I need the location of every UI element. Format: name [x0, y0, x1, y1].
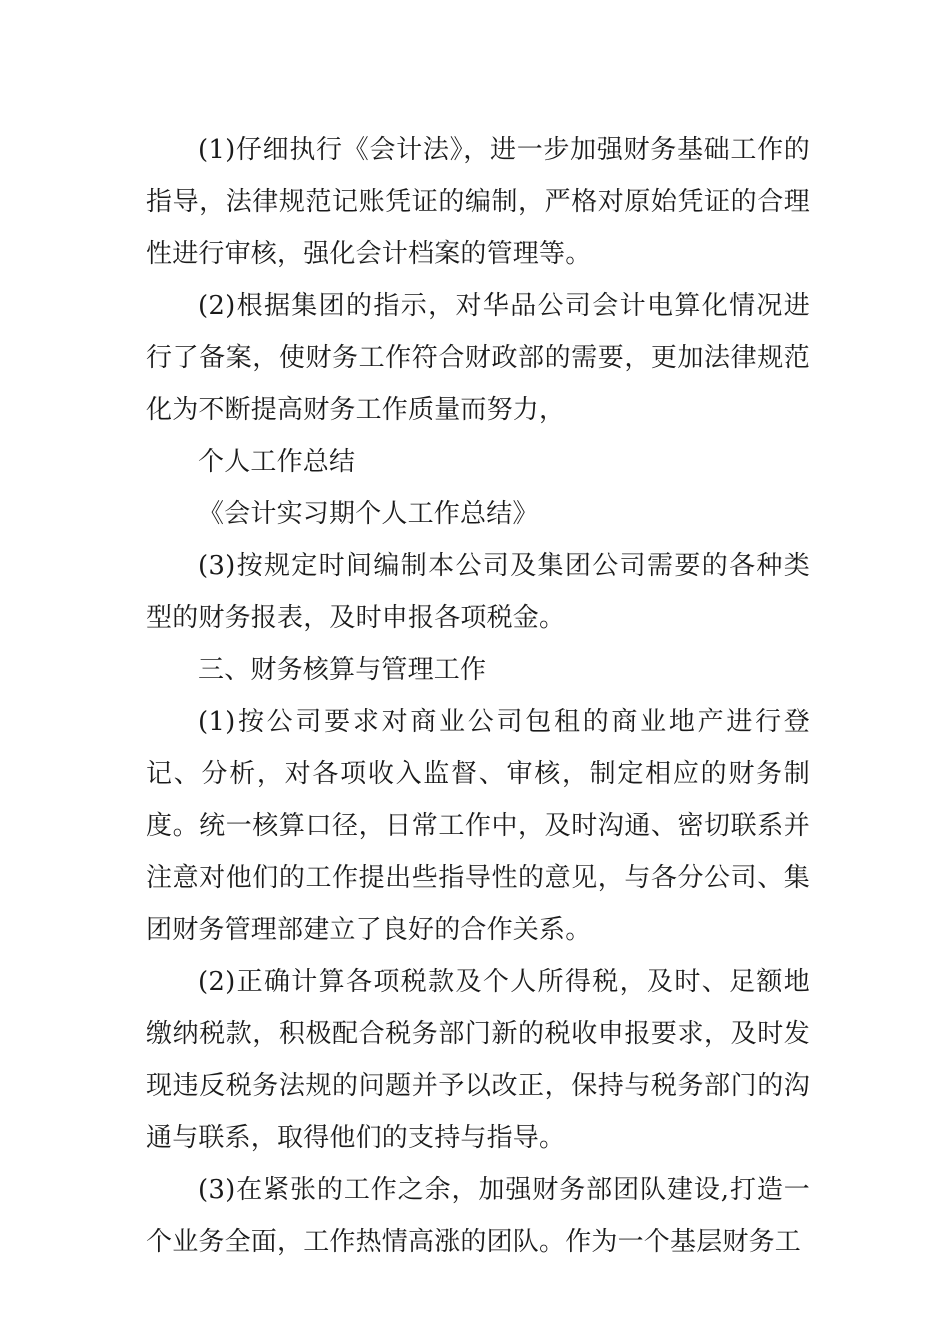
paragraph-accounting-law: (1)仔细执行《会计法》，进一步加强财务基础工作的指导，法律规范记账凭证的编制，严格对原始凭证的合理性进行审核，强化会计档案的管理等。: [146, 135, 810, 269]
paragraph-computerization-filing: (2)根据集团的指示，对华品公司会计电算化情况进行了备案，使财务工作符合财政部的需要，更加法律规范化为不断提高财务工作质量而努力，: [146, 291, 810, 425]
paragraph-team-building: (3)在紧张的工作之余，加强财务部团队建设,打造一个业务全面，工作热情高涨的团队。作为一个基层财务工: [146, 1175, 810, 1257]
paragraph-heading-internship-summary: 《会计实习期个人工作总结》: [198, 499, 539, 529]
paragraph-heading-personal-summary: 个人工作总结: [198, 447, 356, 477]
paragraph-tax-payment: (2)正确计算各项税款及个人所得税，及时、足额地缴纳税款，积极配合税务部门新的税收申报要求，及时发现违反税务法规的问题并予以改正，保持与税务部门的沟通与联系，取得他们的支持与指导。: [146, 967, 810, 1153]
document-body: [146, 124, 810, 1268]
paragraph-commercial-property: (1)按公司要求对商业公司包租的商业地产进行登记、分析，对各项收入监督、审核，制定相应的财务制度。统一核算口径，日常工作中，及时沟通、密切联系并注意对他们的工作提出些指导性的意见，与各分公司、集团财务管理部建立了良好的合作关系。: [146, 707, 810, 945]
paragraph-financial-statements: (3)按规定时间编制本公司及集团公司需要的各种类型的财务报表，及时申报各项税金。: [146, 551, 810, 633]
section-heading-accounting-management: 三、财务核算与管理工作: [198, 655, 487, 685]
